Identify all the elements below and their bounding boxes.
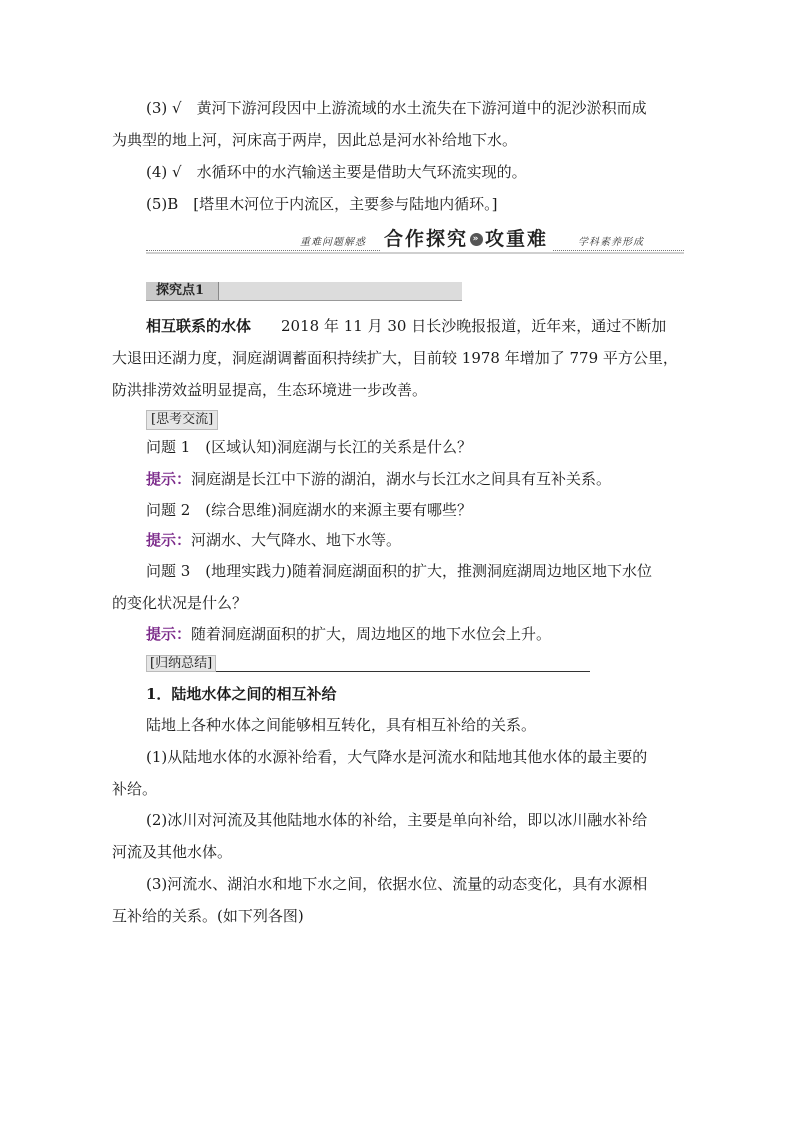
summary-heading-1: 1．陆地水体之间的相互补给	[146, 685, 337, 703]
hint-2	[112, 524, 684, 556]
question-2: 问题 2 (综合思维)洞庭湖水的来源主要有哪些？	[146, 501, 473, 519]
hint-1-tag: 提示：	[146, 470, 192, 488]
answer-item-5: (5)B [塔里木河位于内流区，主要参与陆地内循环。]	[146, 195, 498, 213]
answer-item-4: (4) √ 水循环中的水汽输送主要是借助大气环流实现的。	[146, 163, 527, 181]
summary-point-2-line-1: (2)冰川对河流及其他陆地水体的补给，主要是单向补给，即以冰川融水补给	[146, 811, 648, 829]
think-exchange-label: [思考交流]	[146, 410, 218, 430]
question-1: 问题 1 (区域认知)洞庭湖与长江的关系是什么？	[146, 438, 473, 456]
summary-point-1-line-2: 补给。	[112, 780, 158, 798]
summary-rule	[146, 652, 590, 672]
hint-2-tag: 提示：	[146, 531, 192, 549]
summary-point-3-line-2: 互补给的关系。(如下列各图)	[112, 907, 304, 925]
banner-right-caption: 学科素养形成	[578, 237, 644, 248]
hint-1-text: 洞庭湖是长江中下游的湖泊，湖水与长江水之间具有互补关系。	[191, 470, 612, 488]
banner-solid-rule	[146, 252, 684, 254]
intro-heading: 相互联系的水体	[146, 317, 252, 335]
banner-title-part-2: 攻重难	[485, 228, 549, 250]
summary-point-1-line-1: (1)从陆地水体的水源补给看，大气降水是河流水和陆地其他水体的最主要的	[146, 748, 648, 766]
intro-line-1	[112, 310, 684, 342]
summary-point-2-line-2: 河流及其他水体。	[112, 843, 233, 861]
question-3-line-1: 问题 3 (地理实践力)随着洞庭湖面积的扩大，推测洞庭湖周边地区地下水位	[146, 562, 653, 580]
banner-title	[380, 224, 552, 251]
hint-2-text: 河湖水、大气降水、地下水等。	[191, 531, 402, 549]
hint-3-text: 随着洞庭湖面积的扩大，周边地区的地下水位会上升。	[191, 625, 552, 643]
answer-item-3-line-2: 为典型的地上河，河床高于两岸，因此总是河水补给地下水。	[112, 131, 518, 149]
inquiry-point-tab	[146, 282, 462, 301]
hint-1	[112, 463, 684, 495]
double-chevron-right-icon: »	[470, 233, 483, 246]
intro-line-2: 大退田还湖力度，洞庭湖调蓄面积持续扩大，目前较 1978 年增加了 779 平方公里，	[112, 349, 678, 367]
inquiry-point-label: 探究点1	[146, 282, 219, 300]
summary-intro: 陆地上各种水体之间能够相互转化，具有相互补给的关系。	[146, 716, 537, 734]
summary-label: [归纳总结]	[146, 655, 216, 672]
hint-3	[112, 618, 684, 650]
summary-point-3-line-1: (3)河流水、湖泊水和地下水之间，依据水位、流量的动态变化，具有水源相	[146, 875, 648, 893]
section-banner	[146, 224, 684, 254]
question-3-line-2: 的变化状况是什么？	[112, 594, 248, 612]
banner-left-caption: 重难问题解惑	[300, 237, 366, 248]
intro-text-1: 2018 年 11 月 30 日长沙晚报报道，近年来，通过不断加	[251, 317, 667, 335]
intro-line-3: 防洪排涝效益明显提高，生态环境进一步改善。	[112, 381, 428, 399]
answer-item-3-line-1: (3) √ 黄河下游河段因中上游流域的水土流失在下游河道中的泥沙淤积而成	[146, 99, 647, 117]
banner-title-part-1: 合作探究	[384, 228, 469, 250]
hint-3-tag: 提示：	[146, 625, 192, 643]
